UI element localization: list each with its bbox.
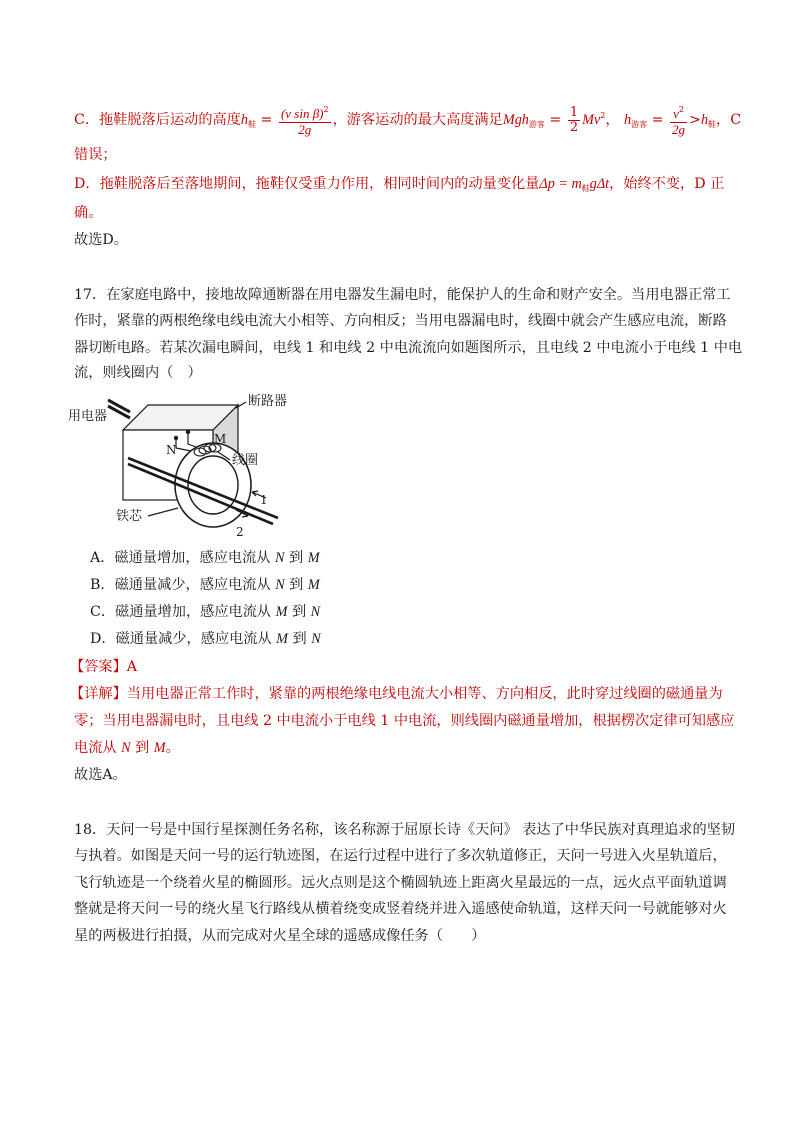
q17-option-a[interactable] [90,548,320,568]
c-h-sub: 鞋 [248,120,257,129]
breaker-figure [68,390,308,540]
option-a-to: M [307,550,320,566]
c-frac3-exp: 2 [678,105,684,114]
option-d-pre: D．磁通量减少，感应电流从 [90,631,277,647]
c-frac1-den: 2g [298,122,312,137]
wire-upper-left [108,400,130,412]
wire-upper-left-2 [108,406,130,418]
answer-value: A [126,659,138,675]
label-core: 铁芯 [116,509,143,524]
option-d-from: M [276,631,288,647]
option-a-from: N [275,550,285,566]
c-frac3 [670,103,687,137]
prev-answer-conclusion: 故选D。 [74,232,128,248]
detail-3-end: 。 [165,740,180,756]
q17-detail-line3 [74,738,180,758]
detail-text-1: 当用电器正常工作时，紧靠的两根绝缘电线电流大小相等、方向相反，此时穿过线圈的磁通量为 [126,686,723,702]
q18-line1: 18．天问一号是中国行星探测任务名称，该名称源于屈原长诗《天问》 表达了中华民族对真理追求的坚韧 [74,822,736,838]
option-c-mid: 到 [287,604,311,620]
option-b-mid: 到 [284,577,308,593]
c-text-2: ，游客运动的最大高度满足 [332,112,503,128]
q18-line5: 星的两极进行拍摄，从而完成对火星全球的遥感成像任务（ ） [74,928,486,944]
c-eq1: = [260,112,273,128]
d-formula-sub: 鞋 [581,184,590,193]
prev-answer-d-line1 [74,174,724,199]
q17-detail-line1 [70,684,723,704]
option-a-mid: 到 [284,550,308,566]
option-c-from: M [275,604,288,620]
option-b-pre: B．磁通量减少，感应电流从 [90,577,276,593]
d-text-2: ，始终不变，D 正 [609,176,725,192]
prev-answer-d-line2: 确。 [74,205,103,221]
c-frac1 [279,103,331,137]
c-h3-sub: 鞋 [708,120,717,129]
q17-option-c[interactable] [90,602,320,622]
c-text-1: C．拖鞋脱落后运动的高度 [74,112,241,128]
c-end: ，C [716,112,742,128]
option-d-to: N [311,631,321,647]
n-dot [174,436,177,439]
c-frac3-den: 2g [672,122,686,137]
q18-line4: 整就是将天问一号的绕火星飞行路线从横着绕变成竖着绕并进入遥感使命轨道，这样天问一号就能够对火 [74,901,727,917]
c-frac1-num: (v sin β) [280,106,324,121]
c-frac2-den: 2 [569,119,579,135]
c-mv-exp: 2 [600,111,606,120]
c-h2: h [624,112,632,128]
option-c-pre: C．磁通量增加，感应电流从 [90,604,276,620]
prev-answer-c-line1 [74,103,741,137]
label-appliance: 用电器 [68,409,108,424]
c-h2-sub: 游客 [631,120,648,129]
c-mgh: Mgh [502,112,529,128]
label-coil: 线圈 [232,453,259,468]
label-2: 2 [236,525,244,539]
c-gt: > [689,112,701,128]
c-eq2: = [549,112,562,128]
q17-line2: 作时，紧靠的两根绝缘电线电流大小相等、方向相反；当用电器漏电时，线圈中就会产生感应电流，断路 [74,313,727,329]
c-sep: ， [605,112,620,128]
detail-3-from: N [121,740,131,756]
leader-core [148,508,178,516]
label-breaker: 断路器 [248,394,288,409]
c-frac3-num: v [673,106,679,121]
label-m: M [214,432,227,446]
d-formula-tail: gΔt [589,176,610,192]
c-eq3: = [651,112,664,128]
c-mgh-sub: 游客 [528,120,545,129]
q17-line3: 器切断电路。若某次漏电瞬间，电线 1 和电线 2 中电流流向如题图所示，且电线 2 中电流小于电线 1 中电 [74,340,743,356]
detail-tag: 【详解】 [70,686,127,702]
option-b-to: M [307,577,320,593]
d-formula: Δp = m [539,176,582,192]
option-d-mid: 到 [287,631,312,647]
d-text-1: D．拖鞋脱落后至落地期间，拖鞋仅受重力作用，相同时间内的动量变化量 [74,176,540,192]
label-n: N [166,443,177,457]
q17-conclusion: 故选A。 [74,767,127,783]
option-b-from: N [275,577,285,593]
q18-line3: 飞行轨迹是一个绕着火星的椭圆形。远火点则是这个椭圆轨迹上距离火星最远的一点，远火点平面轨道调 [74,875,727,891]
q17-line4: 流，则线圈内（ ） [74,365,202,381]
q17-option-b[interactable] [90,575,320,595]
q17-option-d[interactable] [90,629,321,649]
c-mv: Mv [582,112,601,128]
c-h-var: h [240,112,249,128]
c-h3: h [700,112,709,128]
q17-line1: 17．在家庭电路中，接地故障通断器在用电器发生漏电时，能保护人的生命和财产安全。当用电器正常工 [74,287,731,303]
label-1: 1 [260,493,268,507]
prev-answer-c-line2: 错误； [74,147,117,163]
detail-3-mid: 到 [130,740,154,756]
detail-3-to: M [153,740,166,756]
c-frac2-num: 1 [569,104,579,120]
detail-3-pre: 电流从 [74,740,122,756]
q17-answer [70,657,137,677]
q18-line2: 与执着。如图是天问一号的运行轨迹图，在运行过程中进行了多次轨道修正，天问一号进入火星轨道后， [74,848,727,864]
answer-tag: 【答案】 [70,659,127,675]
m-dot [186,430,189,433]
option-c-to: N [310,604,321,620]
c-frac2 [568,106,580,135]
c-frac1-exp: 2 [323,105,329,114]
option-a-pre: A．磁通量增加，感应电流从 [90,550,276,566]
q17-detail-line2: 零；当用电器漏电时，且电线 2 中电流小于电线 1 中电流，则线圈内磁通量增加，根据楞次定律可知感应 [74,713,735,729]
